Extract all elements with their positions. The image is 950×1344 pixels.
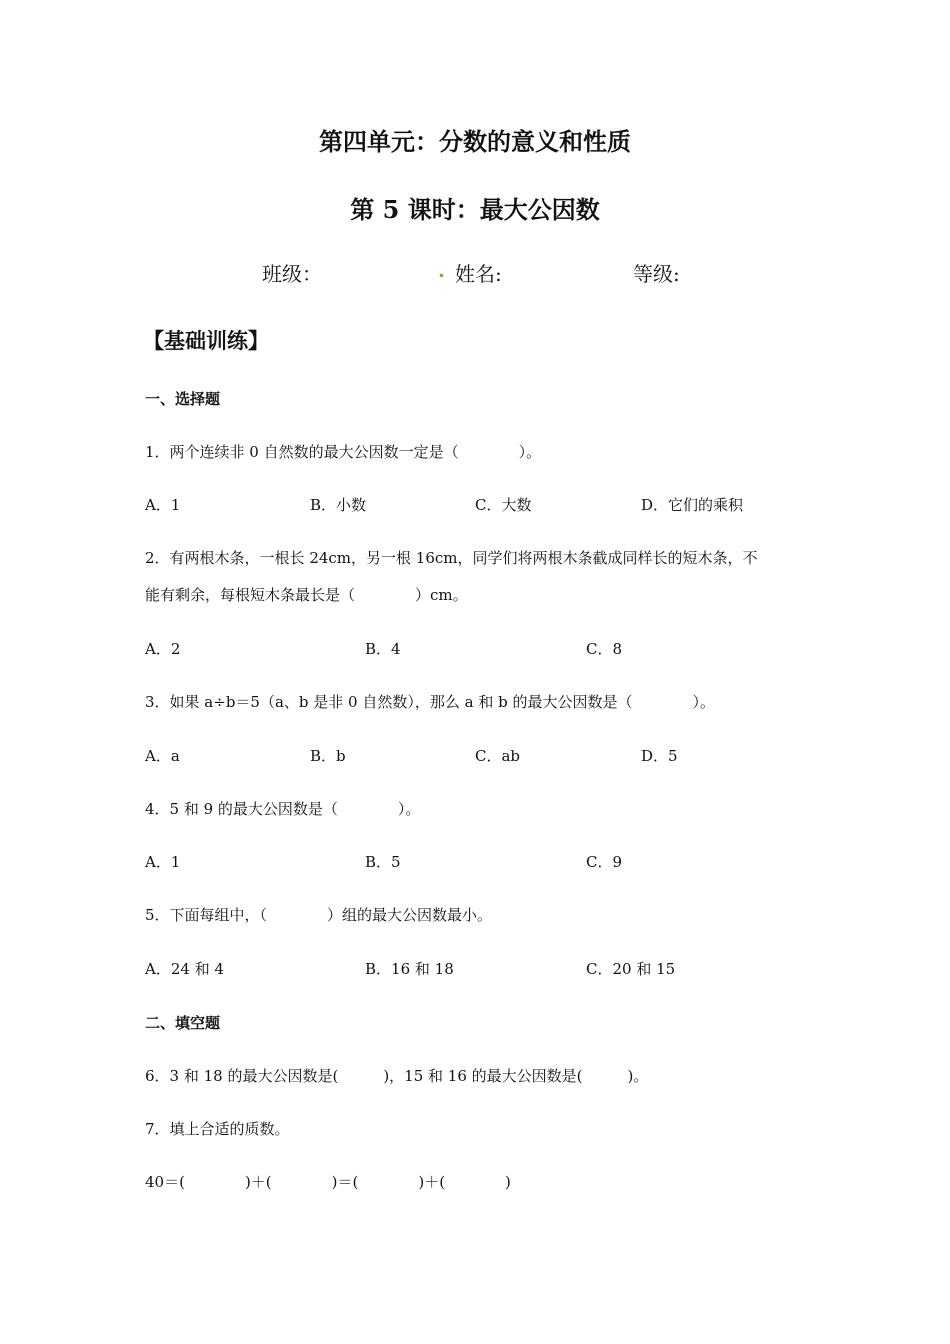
question-2-line2: 能有剩余，每根短木条最长是（ ）cm。 [145, 586, 468, 604]
question-2-line1: 2．有两根木条，一根长 24cm，另一根 16cm，同学们将两根木条截成同样长的短木条，不 [145, 549, 758, 567]
q2-option-b: B．4 [365, 640, 401, 658]
class-label: 班级： [262, 262, 322, 286]
q1-option-a: A．1 [145, 496, 181, 514]
q3-option-d: D．5 [641, 747, 678, 765]
q4-option-b: B．5 [365, 853, 401, 871]
q1-option-c: C．大数 [475, 496, 532, 514]
q2-option-a: A．2 [145, 640, 181, 658]
grade-label: 等级: [633, 262, 680, 286]
question-1: 1．两个连续非 0 自然数的最大公因数一定是（ ）。 [145, 443, 542, 461]
lesson-title: 第 5 课时：最大公因数 [350, 195, 600, 224]
name-label: 姓名: [455, 262, 502, 286]
unit-title: 第四单元：分数的意义和性质 [319, 127, 631, 156]
q3-option-a: A．a [145, 747, 180, 765]
question-3: 3．如果 a÷b＝5（a、b 是非 0 自然数），那么 a 和 b 的最大公因数是（ ）。 [145, 693, 715, 711]
question-7-equation: 40＝( )＋( )＝( )＋( ) [145, 1173, 511, 1191]
q5-option-a: A．24 和 4 [145, 960, 224, 978]
q3-option-b: B．b [310, 747, 346, 765]
part1-heading: 一、选择题 [145, 390, 221, 408]
section-heading: 【基础训练】 [143, 328, 269, 353]
q5-option-b: B．16 和 18 [365, 960, 454, 978]
separator-dot: . [438, 258, 445, 282]
question-7: 7．填上合适的质数。 [145, 1120, 290, 1138]
q5-option-c: C．20 和 15 [586, 960, 676, 978]
q2-option-c: C．8 [586, 640, 623, 658]
q4-option-a: A．1 [145, 853, 181, 871]
question-5: 5．下面每组中，（ ）组的最大公因数最小。 [145, 906, 493, 924]
part2-heading: 二、填空题 [145, 1014, 221, 1032]
question-6: 6．3 和 18 的最大公因数是( )，15 和 16 的最大公因数是( )。 [145, 1067, 649, 1085]
q4-option-c: C．9 [586, 853, 623, 871]
q1-option-d: D．它们的乘积 [641, 496, 744, 514]
q1-option-b: B．小数 [310, 496, 367, 514]
question-4: 4．5 和 9 的最大公因数是（ ）。 [145, 800, 421, 818]
q3-option-c: C．ab [475, 747, 521, 765]
